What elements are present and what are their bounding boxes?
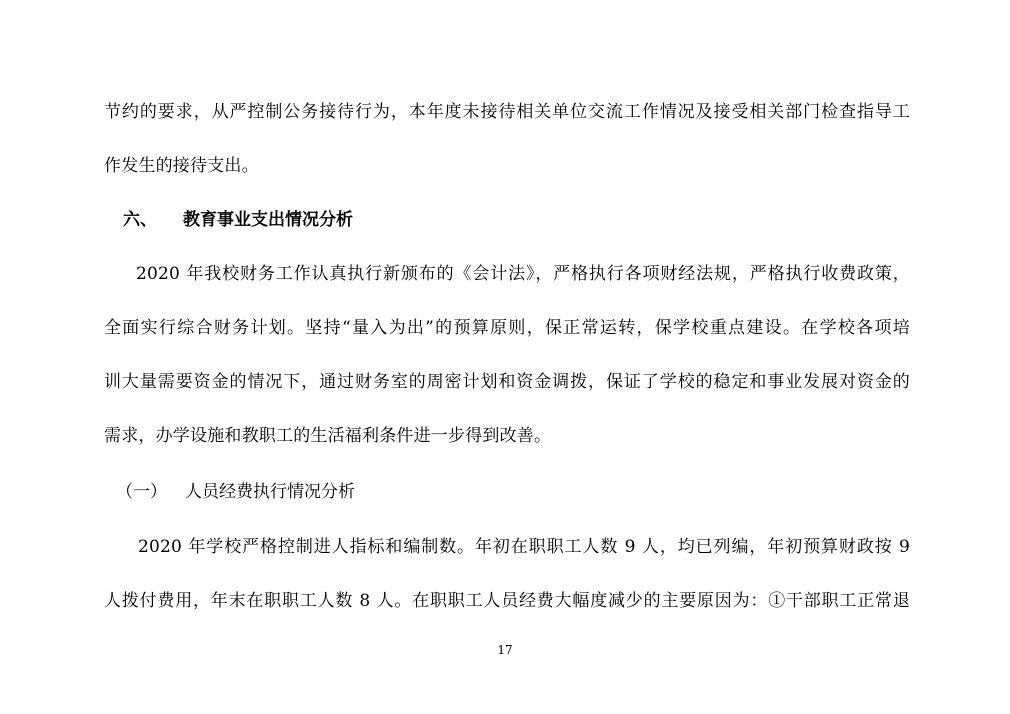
staff-line-2: 人拨付费用，年末在职职工人数 8 人。在职职工人员经费大幅度减少的主要原因为：①干部职工正常退 — [104, 591, 910, 611]
staff-line-1: 2020 年学校严格控制进人指标和编制数。年初在职职工人数 9 人，均已列编，年初预算财政按 9 — [138, 537, 910, 557]
section-six-title: 教育事业支出情况分析 — [183, 210, 353, 230]
subsection-one-number: （一） — [116, 482, 167, 502]
intro-line-2: 作发生的接待支出。 — [104, 156, 259, 176]
section-six-number: 六、 — [123, 210, 157, 230]
intro-line-1: 节约的要求，从严控制公务接待行为，本年度未接待相关单位交流工作情况及接受相关部门检查指导工 — [104, 102, 910, 122]
subsection-one-title: 人员经费执行情况分析 — [185, 482, 355, 502]
finance-line-1: 2020 年我校财务工作认真执行新颁布的《会计法》，严格执行各项财经法规，严格执行收费政策， — [136, 264, 910, 284]
finance-line-4: 需求，办学设施和教职工的生活福利条件进一步得到改善。 — [104, 426, 552, 446]
finance-line-3: 训大量需要资金的情况下，通过财务室的周密计划和资金调拨，保证了学校的稳定和事业发展对资金的 — [104, 372, 910, 392]
finance-line-2: 全面实行综合财务计划。坚持“量入为出”的预算原则，保正常运转，保学校重点建设。在学校各项培 — [104, 318, 910, 338]
page-number: 17 — [497, 643, 513, 657]
